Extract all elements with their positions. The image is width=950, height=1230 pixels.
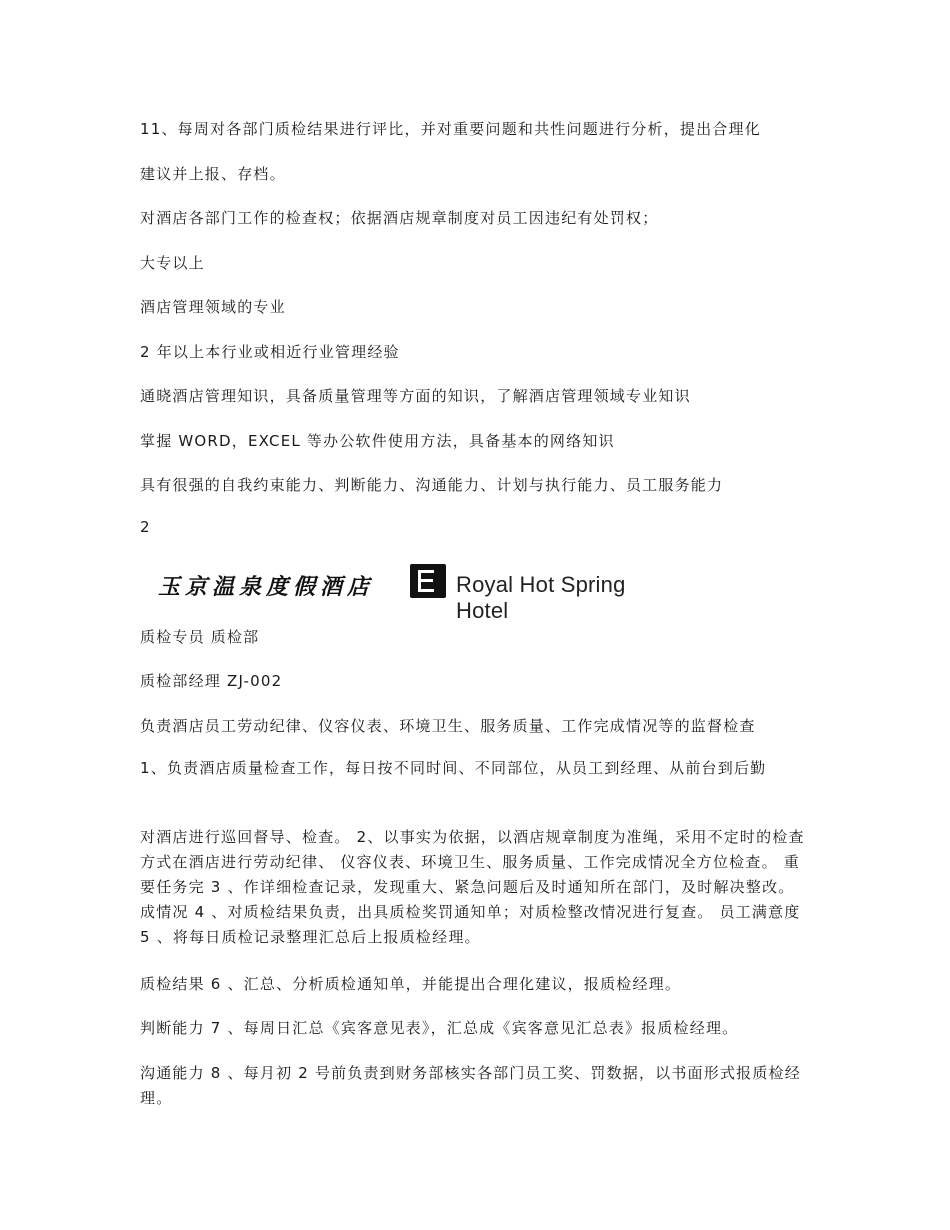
text-line: 质检专员 质检部 [140,628,260,646]
paragraph: 沟通能力 8 、每月初 2 号前负责到财务部核实各部门员工奖、罚数据，以书面形式报质检经理。 [140,1064,801,1107]
hotel-chinese-name: 玉京温泉度假酒店 [158,574,375,600]
text-line: 负责酒店员工劳动纪律、仪容仪表、环境卫生、服务质量、工作完成情况等的监督检查 [140,717,756,735]
page-number: 2 [140,518,151,536]
text-line: 掌握 WORD，EXCEL 等办公软件使用方法，具备基本的网络知识 [140,432,615,450]
text-line: 具有很强的自我约束能力、判断能力、沟通能力、计划与执行能力、员工服务能力 [140,476,724,494]
text-line: 对酒店各部门工作的检查权；依据酒店规章制度对员工因违纪有处罚权； [140,209,659,227]
paragraph: 质检结果 6 、汇总、分析质检通知单，并能提出合理化建议，报质检经理。 [140,975,682,993]
text-line: 11、每周对各部门质检结果进行评比，并对重要问题和共性问题进行分析，提出合理化 [140,120,761,138]
text-line: 建议并上报、存档。 [140,165,286,183]
text-line: 酒店管理领域的专业 [140,298,286,316]
text-line: 2 年以上本行业或相近行业管理经验 [140,343,400,361]
text-line: 质检部经理 ZJ-002 [140,672,283,690]
text-line: 通晓酒店管理知识，具备质量管理等方面的知识，了解酒店管理领域专业知识 [140,387,691,405]
hotel-e-logo-mark-icon [410,564,446,598]
hotel-logo [158,564,680,623]
paragraph: 判断能力 7 、每周日汇总《宾客意见表》，汇总成《宾客意见汇总表》报质检经理。 [140,1019,739,1037]
paragraph: 1、负责酒店质量检查工作，每日按不同时间、不同部位，从员工到经理、从前台到后勤 [140,759,767,777]
hotel-english-name: Royal Hot Spring Hotel [456,572,626,623]
paragraph: 对酒店进行巡回督导、检查。 2、以事实为依据，以酒店规章制度为准绳，采用不定时的检查方式在酒店进行劳动纪律、 仪容仪表、环境卫生、服务质量、工作完成情况全方位检查。 重要任务完 3 、作详细检查记录，发现重大、紧急问题后及时通知所在部门，及时解决整改。 成情况 4 、对质检结果负责，出具质检奖罚通知单；对质检整改情况进行复查。 员工满意度 5 、将每日质检记录整理汇总后上报质检经理。 [140,828,805,946]
text-line: 大专以上 [140,254,205,272]
